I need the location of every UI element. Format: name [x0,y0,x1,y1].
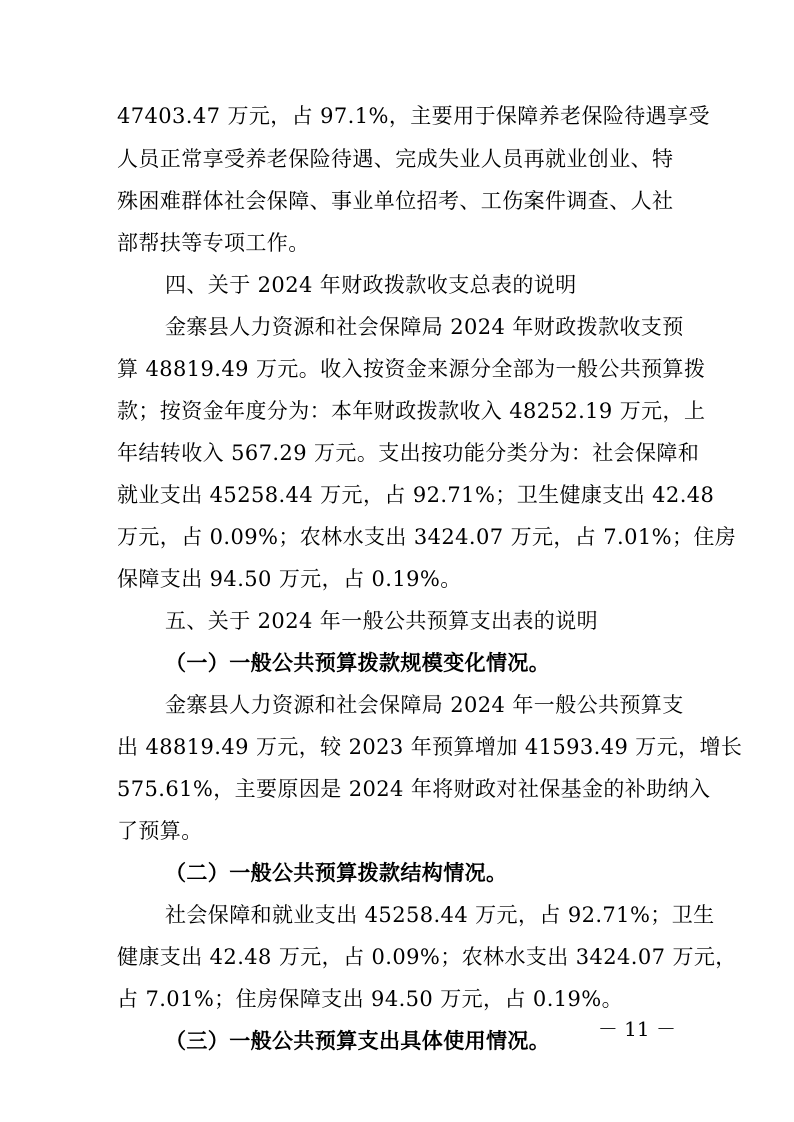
body-text-line: 殊困难群体社会保障、事业单位招考、工伤案件调查、人社 [117,189,674,213]
body-text-line: 人员正常享受养老保险待遇、完成失业人员再就业创业、特 [117,147,674,171]
body-text-line: 部帮扶等专项工作。 [117,231,310,255]
subsection-heading: （二）一般公共预算拨款结构情况。 [165,860,508,885]
section-heading: 五、关于 2024 年一般公共预算支出表的说明 [165,609,598,633]
body-text-line: 万元，占 0.09%；农林水支出 3424.07 万元，占 7.01%；住房 [117,525,737,549]
body-text-line: 金寨县人力资源和社会保障局 2024 年一般公共预算支 [165,693,684,717]
body-text-line: 就业支出 45258.44 万元，占 92.71%；卫生健康支出 42.48 [117,483,715,507]
subsection-heading: （一）一般公共预算拨款规模变化情况。 [165,650,551,675]
body-text-line: 年结转收入 567.29 万元。支出按功能分类分为：社会保障和 [117,441,700,465]
body-text-line: 了预算。 [117,819,203,843]
body-text-line: 款；按资金年度分为：本年财政拨款收入 48252.19 万元，上 [117,399,706,423]
body-text-line: 算 48819.49 万元。收入按资金来源分全部为一般公共预算拨 [117,357,706,381]
body-text-line: 保障支出 94.50 万元，占 0.19%。 [117,567,462,591]
subsection-heading: （三）一般公共预算支出具体使用情况。 [165,1028,551,1053]
body-text-line: 健康支出 42.48 万元，占 0.09%；农林水支出 3424.07 万元， [117,945,737,969]
body-text-line: 575.61%，主要原因是 2024 年将财政对社保基金的补助纳入 [117,777,711,801]
body-text-line: 社会保障和就业支出 45258.44 万元，占 92.71%；卫生 [165,903,715,927]
body-text-line: 出 48819.49 万元，较 2023 年预算增加 41593.49 万元，增长 [117,735,743,759]
body-text-line: 47403.47 万元，占 97.1%，主要用于保障养老保险待遇享受 [117,104,710,128]
body-text-line: 占 7.01%；住房保障支出 94.50 万元，占 0.19%。 [117,987,624,1011]
section-heading: 四、关于 2024 年财政拨款收支总表的说明 [165,273,577,297]
page-number: － 11 － [597,1017,676,1041]
body-text-line: 金寨县人力资源和社会保障局 2024 年财政拨款收支预 [165,315,684,339]
